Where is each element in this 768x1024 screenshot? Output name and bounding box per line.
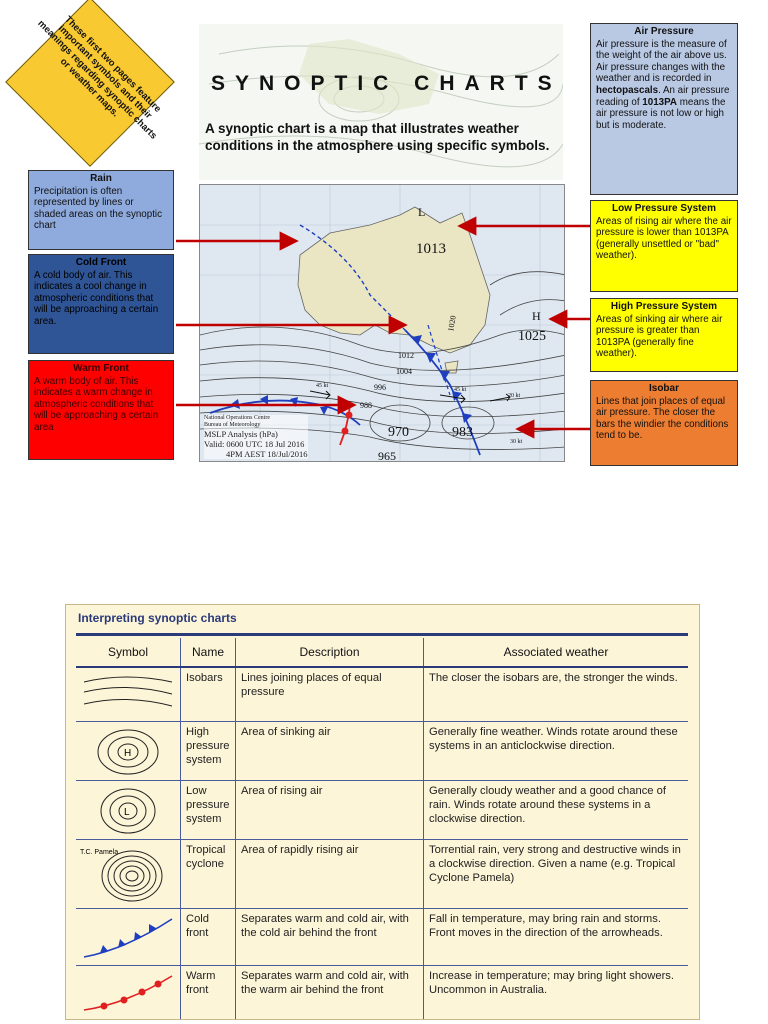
rain-title: Rain — [90, 173, 112, 184]
table-row — [76, 780, 688, 839]
warm-front-symbol-icon — [76, 965, 181, 1019]
warm-front-text: A warm body of air. This indicates a warm change in atmospheric conditions that will be approaching a certain area — [34, 375, 159, 433]
row-name: High pressure system — [181, 721, 236, 780]
credit-line-2: Bureau of Meteorology — [204, 422, 261, 428]
row-weather: Torrential rain, very strong and destructive winds in a clockwise direction. Given a name (e.g. Tropical Cyclone Pamela) — [424, 839, 689, 908]
row-name: Warm front — [181, 965, 236, 1019]
intro-text: A synoptic chart is a map that illustrates weather conditions in the atmosphere using specific symbols. — [205, 121, 550, 153]
isobar-label-1012: 1012 — [398, 351, 414, 360]
row-weather: Fall in temperature, may bring rain and storms. Front moves in the direction of the arrowheads. — [424, 908, 689, 965]
row-description: Separates warm and cold air, with the warm air behind the front — [236, 965, 424, 1019]
row-weather: Generally fine weather. Winds rotate around these systems in an anticlockwise direction. — [424, 721, 689, 780]
low-center-983: 983 — [452, 425, 473, 440]
low-center-965: 965 — [378, 449, 396, 462]
row-weather: Increase in temperature; may bring light showers. Uncommon in Australia. — [424, 965, 689, 1019]
table-row — [76, 721, 688, 780]
high-pressure-value: 1025 — [518, 329, 546, 344]
high-pressure-marker: H — [532, 309, 541, 323]
rain-text: Precipitation is often represented by lines or shaded areas on the synoptic chart — [34, 185, 162, 232]
isobar-title: Isobar — [648, 383, 679, 394]
row-description: Area of sinking air — [236, 721, 424, 780]
wind-label-30: 30 kt — [510, 439, 523, 445]
credit-line-1: National Operations Centre — [204, 415, 270, 421]
cold-front-symbol-icon — [76, 908, 181, 965]
low-center-970: 970 — [388, 425, 409, 440]
isobars-symbol-icon — [76, 667, 181, 721]
row-weather: The closer the isobars are, the stronger the winds. — [424, 667, 689, 721]
table-top-rule — [76, 633, 688, 636]
high-pressure-title: High Pressure System — [610, 301, 718, 312]
column-header-description: Description — [236, 638, 424, 667]
row-description: Separates warm and cold air, with the cold air behind the front — [236, 908, 424, 965]
low-pressure-marker: L — [418, 205, 426, 219]
wind-label-20: 20 kt — [508, 393, 521, 399]
interpreting-table-panel — [65, 604, 700, 1020]
column-header-symbol: Symbol — [76, 638, 181, 667]
high-pressure-symbol-icon — [76, 721, 181, 780]
intro-note-text: These first two pages feature important symbols and their meanings regarding synoptic charts or weather maps. — [35, 13, 164, 142]
isobar-label-1020: 1020 — [446, 314, 458, 333]
low-pressure-value: 1013 — [416, 241, 446, 257]
row-description: Lines joining places of equal pressure — [236, 667, 424, 721]
wind-label-45-a: 45 kt — [316, 383, 329, 389]
table-row — [76, 667, 688, 721]
row-name: Low pressure system — [181, 780, 236, 839]
isobar-label-988: 988 — [360, 401, 372, 410]
tropical-cyclone-symbol-icon — [76, 839, 181, 908]
credit-line-4: Valid: 0600 UTC 18 Jul 2016 — [204, 439, 305, 449]
row-description: Area of rapidly rising air — [236, 839, 424, 908]
row-name: Cold front — [181, 908, 236, 965]
row-name: Tropical cyclone — [181, 839, 236, 908]
row-description: Area of rising air — [236, 780, 424, 839]
low-pressure-symbol-icon — [76, 780, 181, 839]
cold-front-title: Cold Front — [75, 257, 127, 268]
page-title: SYNOPTIC CHARTS — [211, 72, 562, 95]
isobar-text: Lines that join places of equal air pressure. The closer the bars the windier the conditions tend to be. — [596, 395, 729, 442]
air-pressure-title: Air Pressure — [634, 26, 694, 37]
isobar-label-996: 996 — [374, 383, 386, 392]
table-heading: Interpreting synoptic charts — [78, 611, 237, 625]
row-weather: Generally cloudy weather and a good chance of rain. Winds rotate around these systems in a clockwise direction. — [424, 780, 689, 839]
column-header-weather: Associated weather — [424, 638, 689, 667]
credit-line-3: MSLP Analysis (hPa) — [204, 429, 278, 439]
credit-line-5: 4PM AEST 18/Jul/2016 — [226, 449, 308, 459]
isobar-label-1004: 1004 — [396, 367, 412, 376]
high-pressure-text: Areas of sinking air where air pressure is greater than 1013PA (generally fine weather). — [596, 313, 723, 360]
row-name: Isobars — [181, 667, 236, 721]
cold-front-text: A cold body of air. This indicates a cool change in atmospheric conditions that will be approaching a certain area. — [34, 269, 159, 327]
air-pressure-text: Air pressure is the measure of the weight of the air above us. Air pressure changes with the weather and is recorded in hectopascals. An air pressure reading of 1013PA means the air pressure is not low or high but is moderate. — [596, 38, 730, 131]
table-row — [76, 908, 688, 965]
warm-front-title: Warm Front — [73, 363, 129, 374]
tc-label: T.C. Pamela — [80, 848, 119, 856]
svg-text:L: L — [124, 806, 130, 818]
low-pressure-title: Low Pressure System — [612, 203, 716, 214]
column-header-name: Name — [181, 638, 236, 667]
interpreting-table — [76, 638, 688, 1019]
low-pressure-text: Areas of rising air where the air pressure is lower than 1013PA (generally unsettled or "bad" weather). — [596, 215, 732, 262]
svg-text:H: H — [124, 747, 132, 759]
table-row — [76, 965, 688, 1019]
table-row — [76, 839, 688, 908]
wind-label-45-b: 45 kt — [454, 387, 467, 393]
